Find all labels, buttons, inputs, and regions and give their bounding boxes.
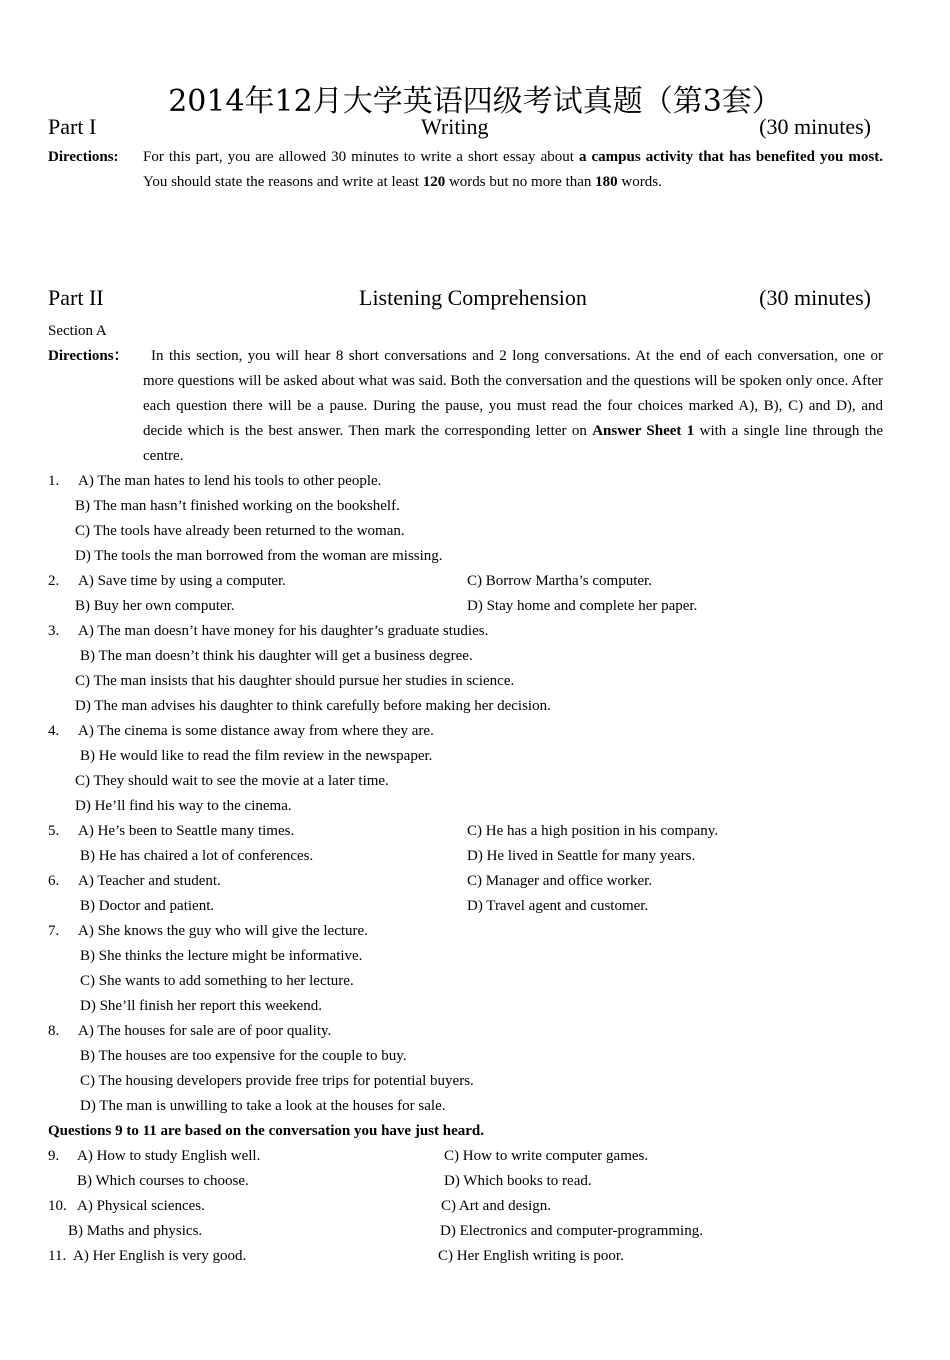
- directions-max-words: 180: [595, 174, 618, 190]
- option-c: C) She wants to add something to her lecture.: [80, 973, 354, 989]
- option-c: C) Manager and office worker.: [467, 873, 653, 889]
- directions-topic: a campus activity that has benefited you most.: [578, 149, 883, 165]
- question-number: 7.: [48, 923, 60, 939]
- question-number: 2.: [48, 573, 60, 589]
- directions-text: words but no more than: [445, 174, 596, 190]
- question-number: 11.: [48, 1248, 67, 1264]
- option-d: D) Which books to read.: [444, 1173, 592, 1189]
- option-b: B) She thinks the lecture might be informative.: [80, 948, 363, 964]
- option-a: A) Save time by using a computer.: [78, 573, 286, 589]
- part1-directions-label: Directions:: [48, 149, 119, 165]
- directions-text: words.: [617, 174, 662, 190]
- directions-text: For this part, you are allowed 30 minutes to write a short essay about: [143, 149, 579, 165]
- long-conversation-heading: Questions 9 to 11 are based on the conversation you have just heard.: [48, 1123, 484, 1139]
- option-c: C) They should wait to see the movie at a later time.: [75, 773, 389, 789]
- directions-min-words: 120: [422, 174, 446, 190]
- option-c: C) How to write computer games.: [444, 1148, 649, 1164]
- part2-directions: [143, 344, 883, 469]
- part2-header: [48, 285, 871, 315]
- part2-label: Part II: [48, 285, 104, 310]
- part1-label: Part I: [48, 114, 97, 139]
- option-a: A) Her English is very good.: [73, 1248, 247, 1264]
- option-b: B) The man hasn’t finished working on the bookshelf.: [75, 498, 400, 514]
- part1-header: [48, 114, 871, 144]
- part2-time: (30 minutes): [759, 285, 871, 310]
- question-number: 4.: [48, 723, 60, 739]
- option-d: D) The tools the man borrowed from the woman are missing.: [75, 548, 443, 564]
- option-a: A) Physical sciences.: [77, 1198, 205, 1214]
- option-a: A) How to study English well.: [77, 1148, 261, 1164]
- option-d: D) He’ll find his way to the cinema.: [75, 798, 292, 814]
- option-b: B) Which courses to choose.: [77, 1173, 249, 1189]
- option-d: D) She’ll finish her report this weekend.: [80, 998, 323, 1014]
- option-b: B) He would like to read the film review in the newspaper.: [80, 748, 433, 764]
- directions-text: In this section, you will hear 8 short conversations and 2 long conversations. At the end of each conversation, one or more questions will be asked about what was said. Both the conversation and the questions will be spoken only once. After each question there will be a pause. During the pause, you must read the four choices marked A), B), C) and D), and decide which is the best answer. Then mark the corresponding letter on: [143, 348, 883, 439]
- option-a: A) The cinema is some distance away from where they are.: [78, 723, 434, 739]
- question-number: 8.: [48, 1023, 60, 1039]
- option-c: C) Borrow Martha’s computer.: [467, 573, 652, 589]
- option-c: C) He has a high position in his company.: [467, 823, 719, 839]
- option-a: A) The man hates to lend his tools to other people.: [78, 473, 382, 489]
- option-d: D) Stay home and complete her paper.: [467, 598, 698, 614]
- option-d: D) He lived in Seattle for many years.: [467, 848, 696, 864]
- option-d: D) The man advises his daughter to think carefully before making her decision.: [75, 698, 551, 714]
- part2-name: Listening Comprehension: [359, 285, 587, 310]
- option-a: A) The houses for sale are of poor quality.: [78, 1023, 332, 1039]
- question-number: 3.: [48, 623, 60, 639]
- option-b: B) Maths and physics.: [68, 1223, 203, 1239]
- option-a: A) The man doesn’t have money for his daughter’s graduate studies.: [78, 623, 489, 639]
- question-number: 1.: [48, 473, 60, 489]
- part2-directions-label: Directions：: [48, 348, 129, 364]
- option-d: D) Travel agent and customer.: [467, 898, 649, 914]
- option-c: C) The man insists that his daughter should pursue her studies in science.: [75, 673, 515, 689]
- directions-text: with a single line through the centre.: [143, 423, 884, 464]
- option-b: B) Doctor and patient.: [80, 898, 215, 914]
- option-b: B) The man doesn’t think his daughter will get a business degree.: [80, 648, 473, 664]
- question-number: 9.: [48, 1148, 60, 1164]
- option-c: C) The tools have already been returned to the woman.: [75, 523, 405, 539]
- option-a: A) She knows the guy who will give the lecture.: [78, 923, 368, 939]
- option-b: B) Buy her own computer.: [75, 598, 235, 614]
- part1-directions: [143, 145, 883, 195]
- option-c: C) Art and design.: [441, 1198, 551, 1214]
- directions-text: You should state the reasons and write at least: [143, 174, 423, 190]
- option-a: A) He’s been to Seattle many times.: [78, 823, 295, 839]
- part1-name: Writing: [421, 114, 489, 139]
- option-a: A) Teacher and student.: [78, 873, 221, 889]
- question-number: 5.: [48, 823, 60, 839]
- page-title: 2014年12月大学英语四级考试真题（第3套）: [168, 84, 782, 119]
- question-number: 10.: [48, 1198, 67, 1214]
- option-c: C) The housing developers provide free trips for potential buyers.: [80, 1073, 474, 1089]
- option-c: C) Her English writing is poor.: [438, 1248, 624, 1264]
- part1-time: (30 minutes): [759, 114, 871, 139]
- option-b: B) The houses are too expensive for the couple to buy.: [80, 1048, 407, 1064]
- answer-sheet-ref: Answer Sheet 1: [592, 423, 695, 439]
- option-d: D) The man is unwilling to take a look at the houses for sale.: [80, 1098, 446, 1114]
- question-number: 6.: [48, 873, 60, 889]
- option-b: B) He has chaired a lot of conferences.: [80, 848, 314, 864]
- option-d: D) Electronics and computer-programming.: [440, 1223, 703, 1239]
- section-a-label: Section A: [48, 323, 107, 339]
